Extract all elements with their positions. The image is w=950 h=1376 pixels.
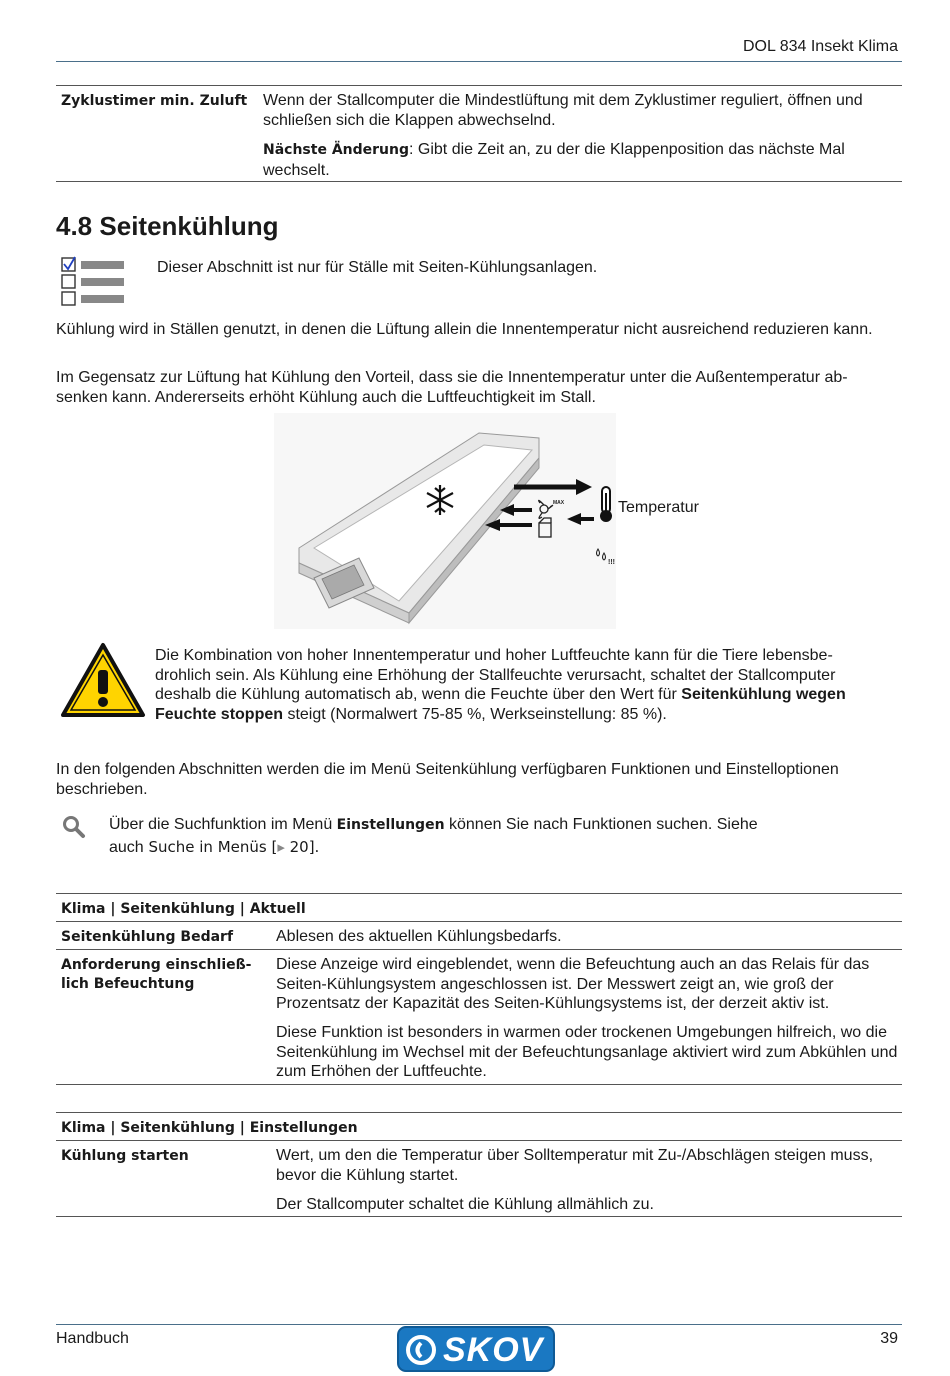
row-text-naechste-aenderung: Nächste Änderung: Gibt die Zeit an, zu der die Klappenposition das nächste Mal wechselt. (263, 141, 845, 179)
search-icon (62, 815, 86, 839)
table2-heading-rule (56, 1140, 902, 1141)
row-label-kuehlung-starten: Kühlung starten (61, 1148, 189, 1164)
search-hint: Über die Suchfunktion im Menü Einstellungen können Sie nach Funktionen suchen. Siehe auch Suche in Menüs [▸ 20]. (109, 816, 758, 856)
row-label-seitenkuehlung-bedarf: Seitenkühlung Bedarf (61, 929, 234, 945)
checklist-icon (60, 255, 126, 307)
row-text-zyklustimer: Wenn der Stallcomputer die Mindestlüftung mit dem Zyklustimer reguliert, öffnen und schließen sich die Klappen abwechselnd. (263, 92, 863, 129)
row-label-anforderung: Anforderung einschließ- lich Befeuchtung (61, 957, 252, 992)
skov-logo-text: SKOV (443, 1331, 544, 1369)
link-arrow-icon: ▸ (277, 838, 285, 856)
temperature-label: Temperatur (618, 499, 699, 516)
row-text-kuehlung-starten-2: Der Stallcomputer schaltet die Kühlung allmählich zu. (276, 1196, 654, 1213)
row-text-seitenkuehlung-bedarf: Ablesen des aktuellen Kühlungsbedarfs. (276, 928, 562, 945)
table1-heading: Klima | Seitenkühlung | Aktuell (61, 901, 306, 917)
skov-logo-mark-icon (406, 1335, 436, 1365)
footer-rule (56, 1324, 902, 1325)
table1-row-rule (56, 949, 902, 950)
section-number: 4.8 (56, 211, 93, 241)
paragraph-kuehlung: Kühlung wird in Ställen genutzt, in denen die Lüftung allein die Innentemperatur nicht ausreichend reduzieren kann. (56, 321, 873, 338)
warning-icon (60, 642, 146, 718)
footer-left-text: Handbuch (56, 1330, 129, 1347)
row-text-anforderung-1: Diese Anzeige wird eingeblendet, wenn die Befeuchtung auch an das Relais für das Seiten-Kühlungsystem angeschlossen ist. Der Messwert zeigt an, wie groß der Prozentsatz der Kapazität des Seiten-Kühlungsystems ist, der derzeit aktiv ist. (276, 956, 870, 1012)
table2-top-border (56, 1112, 902, 1113)
table2-heading: Klima | Seitenkühlung | Einstellungen (61, 1120, 358, 1136)
table2-bottom-border (56, 1216, 902, 1217)
skov-logo (397, 1326, 555, 1372)
row-text-kuehlung-starten-1: Wert, um den die Temperatur über Solltemperatur mit Zu-/Abschlägen steigen muss, bevor die Kühlung startet. (276, 1147, 874, 1184)
table-top-border (56, 85, 902, 86)
table1-bottom-border (56, 1084, 902, 1085)
search-in-menus-link[interactable]: Suche in Menüs [▸ 20]. (143, 838, 320, 856)
side-cooling-figure (274, 413, 616, 629)
header-rule (56, 61, 902, 62)
alarm-label: !!! (608, 559, 615, 566)
page-number: 39 (880, 1330, 898, 1347)
table-bottom-border (56, 181, 902, 182)
warning-text: Die Kombination von hoher Innentemperatur und hoher Luftfeuchte kann für die Tiere lebensbe- drohlich sein. Als Kühlung eine Erhöhung der Stallfeuchte verursacht, schaltet der Stallcomputer deshalb die Kühlung automatisch ab, wenn die Feuchte über den Wert für Seitenkühlung wegen Feuchte stoppen steigt (Normalwert 75-85 %, Werkseinstellung: 85 %). (155, 647, 846, 723)
thermometer-icon (600, 487, 612, 522)
row-label-zyklustimer: Zyklustimer min. Zuluft (61, 93, 248, 109)
intro-paragraph: In den folgenden Abschnitten werden die im Menü Seitenkühlung verfügbaren Funktionen und Einstelloptionen beschrieben. (56, 761, 839, 798)
max-label: MAX (553, 500, 565, 506)
section-heading (56, 211, 279, 242)
row-text-anforderung-2: Diese Funktion ist besonders in warmen oder trockenen Umgebungen hilfreich, wo die Seitenkühlung im Wechsel mit der Befeuchtungsanlage aktiviert wird zum Abkühlen und zum Erhöhen der Luftfeuchte. (276, 1024, 898, 1080)
table1-top-border (56, 893, 902, 894)
table1-heading-rule (56, 921, 902, 922)
document-title: DOL 834 Insekt Klima (742, 38, 898, 55)
section-note: Dieser Abschnitt ist nur für Ställe mit Seiten-Kühlungsanlagen. (157, 259, 598, 276)
section-title: Seitenkühlung (99, 211, 279, 241)
paragraph-gegensatz: Im Gegensatz zur Lüftung hat Kühlung den Vorteil, dass sie die Innentemperatur unter die Außentemperatur ab- senken kann. Andererseits erhöht Kühlung auch die Luftfeuchtigkeit im Stall. (56, 369, 848, 406)
